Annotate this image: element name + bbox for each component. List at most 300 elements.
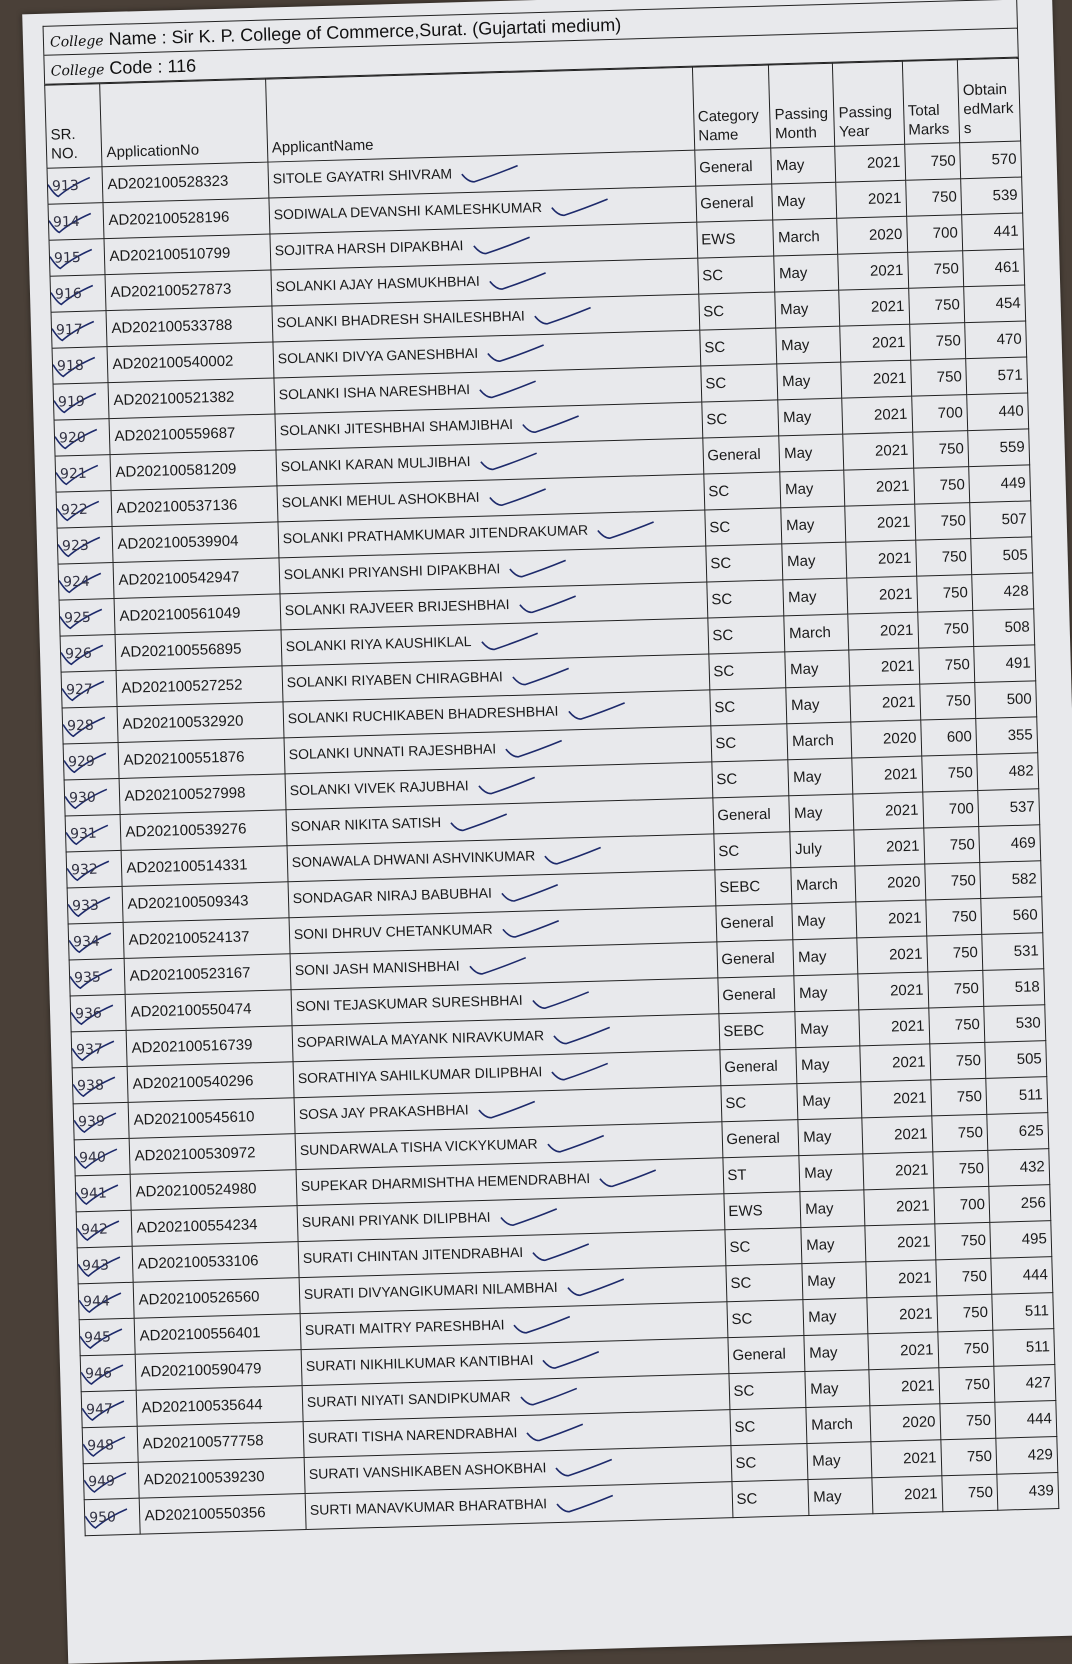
- applicants-table: [44, 55, 1059, 1537]
- sr-no-cell: [66, 850, 122, 888]
- sr-no-cell: [83, 1462, 139, 1500]
- passing-year-cell: 2021: [858, 972, 928, 1010]
- sr-no-cell: [75, 1174, 131, 1212]
- sr-no: 926: [64, 645, 93, 662]
- category-cell: SC: [699, 328, 777, 366]
- application-no-cell: AD202100514331: [122, 846, 288, 887]
- handwritten-check-icon: [530, 988, 591, 1012]
- applicant-name: SOLANKI RUCHIKABEN BHADRESHBHAI: [287, 702, 559, 727]
- category-cell: General: [727, 1336, 805, 1374]
- sr-no-cell: [73, 1102, 129, 1140]
- obtained-marks-cell: 507: [970, 501, 1032, 539]
- passing-month-cell: May: [805, 1370, 870, 1408]
- category-cell: EWS: [723, 1192, 801, 1230]
- total-marks-cell: 750: [934, 1222, 990, 1260]
- category-cell: SC: [713, 832, 791, 870]
- application-no-cell: AD202100561049: [115, 594, 281, 635]
- sr-no: 934: [72, 933, 101, 950]
- passing-year-cell: 2020: [855, 864, 925, 902]
- total-marks-cell: 750: [927, 970, 983, 1008]
- application-no-cell: AD202100509343: [123, 882, 289, 923]
- application-no-cell: AD202100554234: [132, 1206, 298, 1247]
- obtained-marks-cell: 441: [962, 213, 1024, 251]
- passing-year-cell: 2021: [844, 468, 914, 506]
- application-no-cell: AD202100581209: [110, 450, 276, 491]
- applicant-name: SURATI NIKHILKUMAR KANTIBHAI: [305, 1351, 534, 1375]
- applicant-name: SOLANKI PRIYANSHI DIPAKBHAI: [283, 560, 501, 583]
- handwritten-check-icon: [460, 162, 521, 186]
- passing-month-cell: May: [795, 1010, 860, 1048]
- category-cell: General: [694, 148, 772, 186]
- application-no-cell: AD202100530972: [130, 1134, 296, 1175]
- sr-no: 925: [63, 609, 92, 626]
- total-marks-cell: 750: [904, 143, 960, 181]
- passing-month-cell: March: [773, 218, 838, 256]
- sr-no-cell: [49, 239, 105, 277]
- handwritten-check-icon: [487, 269, 548, 293]
- total-marks-cell: 750: [929, 1042, 985, 1080]
- category-cell: SC: [703, 472, 781, 510]
- passing-year-cell: 2021: [836, 180, 906, 218]
- total-marks-cell: 750: [937, 1330, 993, 1368]
- total-marks-cell: 750: [924, 862, 980, 900]
- handwritten-check-icon: [525, 1421, 586, 1445]
- sr-no: 947: [85, 1400, 114, 1418]
- sr-no-cell: [82, 1426, 138, 1464]
- sr-no: 950: [88, 1508, 117, 1526]
- passing-month-cell: May: [800, 1190, 865, 1228]
- passing-year-cell: 2021: [845, 504, 915, 542]
- sr-no-cell: [48, 203, 104, 241]
- sr-no: 941: [79, 1184, 108, 1202]
- passing-month-cell: May: [782, 542, 847, 580]
- applicant-name: SOLANKI KARAN MULJIBHAI: [280, 453, 471, 475]
- obtained-marks-cell: 531: [982, 933, 1044, 971]
- passing-year-cell: 2021: [838, 252, 908, 290]
- application-no-cell: AD202100527998: [120, 774, 286, 815]
- total-marks-cell: 750: [941, 1438, 997, 1476]
- sr-no: 945: [83, 1328, 112, 1346]
- passing-month-cell: May: [772, 182, 837, 220]
- total-marks-cell: 750: [916, 575, 972, 613]
- sr-no-cell: [57, 527, 113, 565]
- applicant-name: SORATHIYA SAHILKUMAR DILIPBHAI: [297, 1063, 543, 1087]
- passing-year-cell: 2021: [857, 936, 927, 974]
- sr-no-cell: [67, 886, 123, 924]
- application-no-cell: AD202100527873: [105, 270, 271, 311]
- total-marks-cell: 750: [913, 467, 969, 505]
- obtained-marks-cell: 511: [986, 1077, 1048, 1115]
- applicant-name: SOLANKI UNNATI RAJESHBHAI: [288, 740, 497, 763]
- category-cell: SC: [700, 364, 778, 402]
- sr-no: 936: [74, 1005, 103, 1022]
- handwritten-check-icon: [476, 774, 537, 798]
- passing-year-cell: 2021: [846, 540, 916, 578]
- obtained-marks-cell: 511: [992, 1293, 1054, 1331]
- category-cell: SC: [701, 400, 779, 438]
- sr-no-cell: [63, 742, 119, 780]
- total-marks-cell: 700: [933, 1186, 989, 1224]
- total-marks-cell: 700: [922, 790, 978, 828]
- sr-no-cell: [51, 311, 107, 349]
- passing-month-cell: May: [788, 758, 853, 796]
- sr-no-cell: [69, 958, 125, 996]
- passing-month-cell: March: [784, 614, 849, 652]
- applicant-name: SURATI NIYATI SANDIPKUMAR: [306, 1388, 511, 1411]
- obtained-marks-cell: 256: [989, 1185, 1051, 1223]
- handwritten-check-icon: [565, 1276, 626, 1300]
- handwritten-check-icon: [550, 1060, 611, 1084]
- sr-no-cell: [59, 599, 115, 637]
- total-marks-cell: 700: [911, 395, 967, 433]
- total-marks-cell: 750: [907, 251, 963, 289]
- category-cell: EWS: [696, 220, 774, 258]
- applicant-name: SODIWALA DEVANSHI KAMLESHKUMAR: [273, 199, 543, 223]
- passing-year-cell: 2021: [871, 1440, 941, 1478]
- sr-no: 929: [67, 753, 96, 770]
- sr-no-cell: [70, 994, 126, 1032]
- total-marks-cell: 750: [909, 323, 965, 361]
- passing-year-cell: 2021: [859, 1008, 929, 1046]
- merit-list-sheet: [43, 0, 1060, 1536]
- application-no-cell: AD202100550356: [140, 1494, 306, 1535]
- application-no-cell: AD202100524980: [131, 1170, 297, 1211]
- application-no-cell: AD202100527252: [117, 666, 283, 707]
- applicant-name: SONI TEJASKUMAR SURESHBHAI: [295, 991, 523, 1015]
- total-marks-cell: 750: [930, 1078, 986, 1116]
- sr-no: 915: [53, 249, 81, 267]
- applicant-name: SOLANKI JITESHBHAI SHAMJIBHAI: [279, 416, 514, 439]
- obtained-marks-cell: 500: [975, 681, 1037, 719]
- application-no-cell: AD202100533788: [106, 306, 272, 347]
- handwritten-check-icon: [512, 1313, 573, 1337]
- application-no-cell: AD202100540002: [107, 342, 273, 383]
- sr-no-cell: [52, 347, 108, 385]
- passing-month-cell: May: [776, 326, 841, 364]
- sr-no: 933: [71, 897, 100, 914]
- passing-month-cell: May: [799, 1154, 864, 1192]
- col-header-passing-year: Passing Year: [833, 61, 905, 146]
- obtained-marks-cell: 508: [973, 609, 1035, 647]
- sr-no: 927: [65, 681, 94, 698]
- passing-month-cell: May: [797, 1082, 862, 1120]
- sr-no: 931: [69, 825, 98, 842]
- sr-no: 916: [54, 285, 82, 303]
- passing-year-cell: 2021: [853, 792, 923, 830]
- category-cell: General: [717, 976, 795, 1014]
- obtained-marks-cell: 482: [977, 753, 1039, 791]
- passing-year-cell: 2021: [843, 432, 913, 470]
- handwritten-check-icon: [545, 1132, 606, 1156]
- application-no-cell: AD202100510799: [104, 234, 270, 275]
- application-no-cell: AD202100532920: [118, 702, 284, 743]
- application-no-cell: AD202100551876: [119, 738, 285, 779]
- application-no-cell: AD202100528196: [103, 198, 269, 239]
- sr-no-cell: [56, 491, 112, 529]
- applicant-name: SONI DHRUV CHETANKUMAR: [293, 920, 493, 943]
- category-cell: SC: [731, 1480, 809, 1518]
- passing-month-cell: May: [785, 650, 850, 688]
- sr-no: 918: [56, 357, 84, 375]
- passing-year-cell: 2021: [848, 612, 918, 650]
- total-marks-cell: 750: [912, 431, 968, 469]
- applicant-name: SURATI CHINTAN JITENDRABHAI: [302, 1244, 524, 1267]
- obtained-marks-cell: 511: [993, 1329, 1055, 1367]
- sr-no-cell: [76, 1210, 132, 1248]
- category-cell: SC: [726, 1300, 804, 1338]
- passing-month-cell: May: [774, 254, 839, 292]
- passing-year-cell: 2021: [869, 1368, 939, 1406]
- obtained-marks-cell: 505: [985, 1041, 1047, 1079]
- obtained-marks-cell: 495: [990, 1221, 1052, 1259]
- applicant-name: SOLANKI ISHA NARESHBHAI: [278, 381, 471, 403]
- obtained-marks-cell: 491: [974, 645, 1036, 683]
- total-marks-cell: 750: [925, 898, 981, 936]
- passing-month-cell: May: [783, 578, 848, 616]
- passing-month-cell: May: [778, 398, 843, 436]
- passing-year-cell: 2021: [865, 1224, 935, 1262]
- obtained-marks-cell: 537: [978, 789, 1040, 827]
- passing-month-cell: May: [789, 794, 854, 832]
- passing-year-cell: 2021: [850, 684, 920, 722]
- sr-no-cell: [81, 1390, 137, 1428]
- applicant-name: SOLANKI RIYABEN CHIRAGBHAI: [286, 668, 503, 691]
- application-no-cell: AD202100523167: [125, 954, 291, 995]
- handwritten-check-icon: [543, 844, 604, 868]
- obtained-marks-cell: 530: [984, 1005, 1046, 1043]
- total-marks-cell: 750: [919, 683, 975, 721]
- handwritten-check-icon: [552, 1024, 613, 1048]
- application-no-cell: AD202100545610: [129, 1098, 295, 1139]
- obtained-marks-cell: 439: [997, 1473, 1059, 1511]
- passing-month-cell: May: [801, 1226, 866, 1264]
- applicant-name: SOLANKI DIVYA GANESHBHAI: [277, 344, 479, 367]
- sr-no-cell: [64, 778, 120, 816]
- passing-year-cell: 2021: [866, 1260, 936, 1298]
- applicant-name: SOLANKI VIVEK RAJUBHAI: [289, 777, 469, 799]
- obtained-marks-cell: 505: [971, 537, 1033, 575]
- handwritten-check-icon: [517, 593, 578, 617]
- sr-no: 930: [68, 789, 97, 806]
- total-marks-cell: 750: [926, 934, 982, 972]
- applicant-name: SOJITRA HARSH DIPAKBHAI: [274, 237, 464, 259]
- sr-no-cell: [74, 1138, 130, 1176]
- sr-no: 919: [57, 393, 85, 411]
- passing-year-cell: 2021: [842, 396, 912, 434]
- applicant-name: SURANI PRIYANK DILIPBHAI: [301, 1208, 491, 1231]
- category-cell: SC: [707, 616, 785, 654]
- handwritten-check-icon: [476, 1098, 537, 1122]
- passing-month-cell: May: [807, 1442, 872, 1480]
- passing-month-cell: March: [806, 1406, 871, 1444]
- passing-year-cell: 2020: [870, 1404, 940, 1442]
- sr-no: 946: [84, 1364, 113, 1382]
- applicant-name: SONDAGAR NIRAJ BABUBHAI: [292, 884, 493, 907]
- sr-no-cell: [68, 922, 124, 960]
- obtained-marks-cell: 449: [969, 465, 1031, 503]
- passing-month-cell: May: [792, 902, 857, 940]
- passing-month-cell: May: [777, 362, 842, 400]
- applicant-name: SOLANKI RIYA KAUSHIKLAL: [285, 633, 472, 655]
- passing-year-cell: 2020: [851, 720, 921, 758]
- applicant-name: SURATI DIVYANGIKUMARI NILAMBHAI: [303, 1279, 558, 1303]
- handwritten-check-icon: [498, 1205, 559, 1229]
- application-no-cell: AD202100528323: [102, 162, 268, 203]
- obtained-marks-cell: 559: [968, 429, 1030, 467]
- total-marks-cell: 750: [908, 287, 964, 325]
- total-marks-cell: 750: [935, 1258, 991, 1296]
- passing-year-cell: 2021: [860, 1044, 930, 1082]
- sr-no-cell: [60, 635, 116, 673]
- passing-year-cell: 2021: [872, 1476, 942, 1514]
- sr-no: 932: [70, 861, 99, 878]
- passing-year-cell: 2021: [861, 1080, 931, 1118]
- applicant-name: SURATI VANSHIKABEN ASHOKBHAI: [308, 1459, 547, 1483]
- sr-no: 922: [60, 501, 89, 518]
- total-marks-cell: 750: [914, 503, 970, 541]
- category-cell: General: [715, 904, 793, 942]
- passing-month-cell: May: [780, 470, 845, 508]
- category-cell: SC: [724, 1228, 802, 1266]
- application-no-cell: AD202100526560: [134, 1278, 300, 1319]
- application-no-cell: AD202100539276: [121, 810, 287, 851]
- sr-no-cell: [54, 419, 110, 457]
- passing-month-cell: May: [798, 1118, 863, 1156]
- sr-no: 921: [59, 465, 87, 482]
- application-no-cell: AD202100540296: [128, 1062, 294, 1103]
- application-no-cell: AD202100542947: [114, 558, 280, 599]
- category-cell: SC: [698, 292, 776, 330]
- handwritten-check-icon: [504, 737, 565, 761]
- sr-no-cell: [72, 1066, 128, 1104]
- sr-no-cell: [55, 455, 111, 493]
- applicant-name: SUPEKAR DHARMISHTHA HEMENDRABHAI: [300, 1170, 591, 1195]
- handwritten-check-icon: [531, 1240, 592, 1264]
- total-marks-cell: 750: [910, 359, 966, 397]
- category-cell: General: [719, 1048, 797, 1086]
- passing-year-cell: 2021: [840, 324, 910, 362]
- passing-month-cell: May: [802, 1262, 867, 1300]
- obtained-marks-cell: 469: [979, 825, 1041, 863]
- sr-no: 948: [86, 1436, 115, 1454]
- category-cell: General: [716, 940, 794, 978]
- passing-month-cell: May: [794, 974, 859, 1012]
- total-marks-cell: 750: [918, 647, 974, 685]
- passing-year-cell: 2021: [863, 1152, 933, 1190]
- passing-month-cell: May: [771, 146, 836, 184]
- obtained-marks-cell: 518: [983, 969, 1045, 1007]
- sr-no: 949: [87, 1472, 116, 1490]
- applicant-name: SURTI MANAVKUMAR BHARATBHAI: [309, 1495, 548, 1519]
- category-cell: SC: [706, 580, 784, 618]
- passing-month-cell: March: [791, 866, 856, 904]
- col-header-sr-no: SR. NO.: [45, 84, 103, 169]
- category-cell: SC: [720, 1084, 798, 1122]
- total-marks-cell: 750: [923, 826, 979, 864]
- sr-no: 917: [55, 321, 83, 339]
- obtained-marks-cell: 355: [976, 717, 1038, 755]
- total-marks-cell: 750: [921, 755, 977, 793]
- applicant-name: SOLANKI RAJVEER BRIJESHBHAI: [284, 596, 510, 619]
- obtained-marks-cell: 582: [980, 861, 1042, 899]
- sr-no: 937: [75, 1041, 104, 1058]
- applicant-name: SONAWALA DHWANI ASHVINKUMAR: [291, 847, 536, 871]
- handwritten-check-icon: [596, 518, 657, 542]
- handwritten-check-icon: [508, 557, 569, 581]
- applicant-name: SOLANKI MEHUL ASHOKBHAI: [281, 489, 480, 511]
- obtained-marks-cell: 560: [981, 897, 1043, 935]
- passing-month-cell: May: [796, 1046, 861, 1084]
- sr-no-cell: [65, 814, 121, 852]
- category-cell: SC: [697, 256, 775, 294]
- application-no-cell: AD202100577758: [138, 1422, 304, 1463]
- obtained-marks-cell: 539: [961, 177, 1023, 215]
- passing-year-cell: 2021: [847, 576, 917, 614]
- passing-year-cell: 2021: [849, 648, 919, 686]
- passing-year-cell: 2021: [862, 1116, 932, 1154]
- application-no-cell: AD202100550474: [126, 990, 292, 1031]
- obtained-marks-cell: 444: [991, 1257, 1053, 1295]
- applicant-name: SITOLE GAYATRI SHIVRAM: [272, 165, 453, 187]
- application-no-cell: AD202100590479: [136, 1350, 302, 1391]
- sr-no-cell: [84, 1498, 140, 1536]
- handwritten-check-icon: [500, 917, 561, 941]
- sr-no-cell: [61, 671, 117, 709]
- passing-year-cell: 2021: [864, 1188, 934, 1226]
- sr-no-cell: [77, 1246, 133, 1284]
- total-marks-cell: 750: [940, 1402, 996, 1440]
- obtained-marks-cell: 429: [996, 1437, 1058, 1475]
- application-no-cell: AD202100539904: [113, 522, 279, 563]
- passing-year-cell: 2021: [868, 1332, 938, 1370]
- applicant-name: SONI JASH MANISHBHAI: [294, 957, 460, 979]
- handwritten-check-icon: [598, 1167, 659, 1191]
- passing-month-cell: May: [786, 686, 851, 724]
- application-no-cell: AD202100516739: [127, 1026, 293, 1067]
- sr-no-cell: [79, 1318, 135, 1356]
- col-header-passing-month: Passing Month: [769, 63, 835, 148]
- applicant-name: SUNDARWALA TISHA VICKYKUMAR: [299, 1135, 538, 1159]
- sr-no: 938: [76, 1077, 105, 1094]
- category-cell: SC: [704, 508, 782, 546]
- application-no-cell: AD202100537136: [112, 486, 278, 527]
- application-no-cell: AD202100535644: [137, 1386, 303, 1427]
- category-cell: SC: [708, 652, 786, 690]
- sr-no-cell: [58, 563, 114, 601]
- obtained-marks-cell: 571: [966, 357, 1028, 395]
- sr-no-cell: [47, 167, 103, 205]
- handwritten-check-icon: [479, 630, 540, 654]
- handwritten-check-icon: [554, 1456, 615, 1480]
- total-marks-cell: 750: [915, 539, 971, 577]
- sr-no: 943: [81, 1256, 110, 1274]
- passing-month-cell: May: [779, 434, 844, 472]
- category-cell: General: [721, 1120, 799, 1158]
- category-cell: SC: [729, 1408, 807, 1446]
- total-marks-cell: 750: [931, 1114, 987, 1152]
- passing-year-cell: 2021: [856, 900, 926, 938]
- passing-month-cell: July: [790, 830, 855, 868]
- sr-no: 920: [58, 429, 86, 447]
- applicant-name: SURATI TISHA NARENDRABHAI: [307, 1424, 518, 1447]
- application-no-cell: AD202100556401: [135, 1314, 301, 1355]
- obtained-marks-cell: 427: [994, 1365, 1056, 1403]
- applicant-name: SONAR NIKITA SATISH: [290, 814, 442, 835]
- category-cell: General: [712, 796, 790, 834]
- passing-year-cell: 2021: [867, 1296, 937, 1334]
- handwritten-check-icon: [486, 341, 547, 365]
- sr-no: 944: [82, 1292, 111, 1310]
